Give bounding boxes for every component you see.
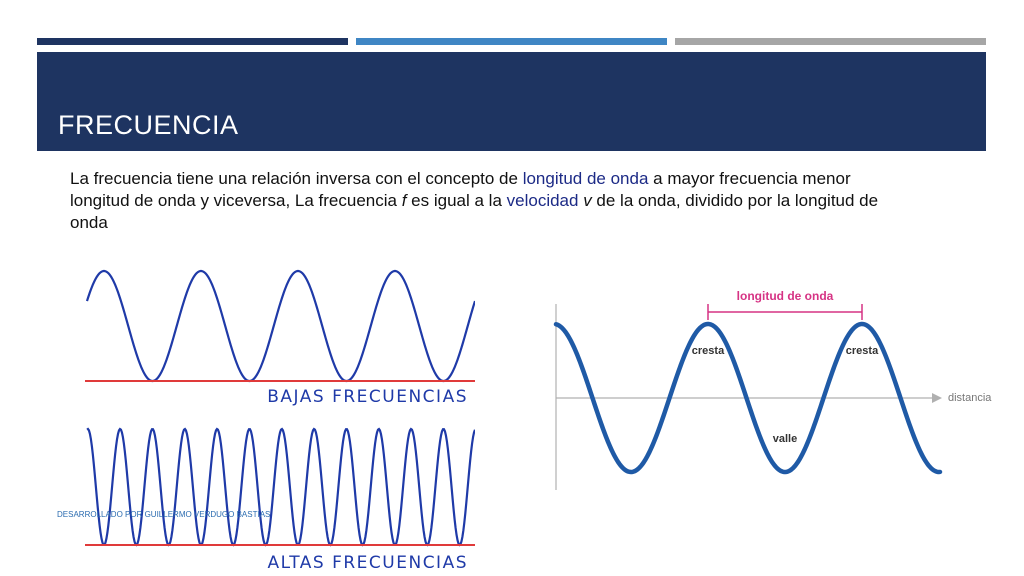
- trough-label: valle: [772, 433, 798, 445]
- high-frequency-wave: [87, 429, 475, 545]
- body-text-1: La frecuencia tiene una relación inversa con el concepto de: [70, 169, 523, 188]
- body-text-2: a mayor frecuencia menor longitud de onda y viceversa, La frecuencia: [70, 169, 851, 210]
- distance-axis-arrow-icon: [932, 393, 942, 403]
- low-frequency-label: BAJAS FRECUENCIAS: [267, 387, 468, 407]
- body-text-3: es igual a la: [406, 191, 507, 210]
- link-longitud-de-onda[interactable]: longitud de onda: [522, 169, 649, 188]
- wave-anatomy-diagram: [540, 282, 1010, 494]
- footer-credit: DESARROLLADO POR GUILLERMO VERDUGO BASTIAS: [57, 510, 271, 519]
- crest-label-1: cresta: [691, 345, 725, 357]
- body-paragraph: [70, 168, 910, 234]
- link-velocidad[interactable]: velocidad: [506, 191, 579, 210]
- crest-label-2: cresta: [845, 345, 879, 357]
- accent-bar-dark: [37, 38, 348, 45]
- symbol-v: v: [583, 191, 592, 210]
- high-frequency-label: ALTAS FRECUENCIAS: [267, 553, 468, 573]
- high-frequency-wave-figure: [85, 422, 475, 574]
- low-frequency-wave-figure: [85, 262, 475, 412]
- wavelength-label: longitud de onda: [736, 289, 834, 303]
- accent-bar-gray: [675, 38, 986, 45]
- title-band: [37, 52, 986, 151]
- slide-title: FRECUENCIA: [58, 110, 239, 140]
- accent-bar-blue: [356, 38, 667, 45]
- symbol-f: f: [401, 191, 407, 210]
- low-frequency-wave: [87, 271, 475, 381]
- distance-label: distancia: [948, 392, 992, 404]
- body-text-5: de la onda, dividido por la longitud de onda: [70, 191, 879, 232]
